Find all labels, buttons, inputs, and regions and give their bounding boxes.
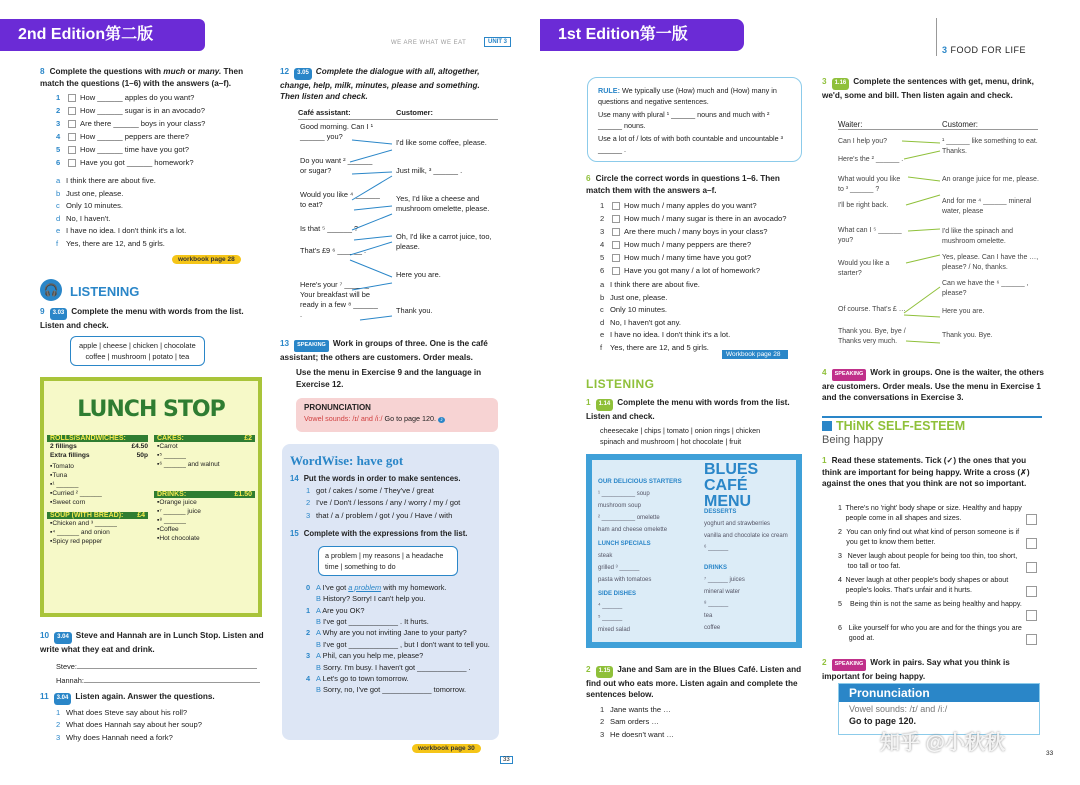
audio-icon: 1.14	[596, 399, 614, 411]
dialogue-header: Waiter: Customer:	[838, 120, 1038, 130]
audio-icon: ♪	[440, 417, 444, 423]
listening-heading: LISTENING	[70, 284, 140, 299]
audio-icon: 3.04	[54, 693, 72, 705]
blues-cafe-menu: OUR DELICIOUS STARTERS ¹ __________ soup mushroom soup ² __________ omelette ham and cheese omelette LUNCH SPECIALS steak grilled ³ ______ pasta with tomatoes SIDE DISHES ⁴ ______ ⁵ ______ mixed salad BLUES CAFÉ MENU DESSERTS yoghurt and strawberries vanilla and chocolate ice cream ⁶ ______ DRINKS ⁷ ______ juices mineral water ⁸ ______ tea coffee	[586, 454, 802, 648]
menu-section: CAKES: £2	[154, 435, 255, 442]
question-row: 1 How ______ apples do you want?	[56, 92, 195, 102]
unit-badge: UNIT 3	[484, 37, 511, 47]
tick-box[interactable]	[1026, 634, 1037, 645]
expression-list: a problem | my reasons | a headache time | something to do	[318, 546, 458, 576]
exercise-12: 12 3.05 Complete the dialogue with all, altogether, change, help, milk, minutes, please and something. Then listen and check.	[280, 67, 480, 101]
watermark: 知乎 @小秋秋	[880, 732, 1006, 754]
right-edition-banner: 1st Edition第一版	[540, 19, 744, 51]
exercise-9: 9 3.03 Complete the menu with words from the list. Listen and check.	[40, 307, 244, 330]
exercise-13: 13 SPEAKING Work in groups of three. One is the café assistant; the others are customers. Order meals. Use the menu in Exercise 9 and the language in Exercise 12.	[280, 339, 488, 389]
customer-lines: I'd like some coffee, please. Just milk, ³ ______ . Yes, I'd like a cheese and mushroom omelette, please. Oh, I'd like a carrot juice, too, please. Here you are. Thank you.	[396, 138, 492, 315]
question-row: 6 Have you got ______ homework?	[56, 157, 194, 167]
dialogue-header: Café assistant: Customer:	[298, 108, 498, 120]
audio-icon: 3.05	[294, 68, 312, 80]
exercise-4: 4 SPEAKING Work in groups. One is the waiter, the others are customers. Order meals. Use the menu in Exercise 1 and the conversations in Exercise 3.	[822, 368, 1044, 402]
exercise-2-speaking: 2 SPEAKING Work in pairs. Say what you think is important for being happy.	[822, 658, 1010, 681]
divider	[936, 18, 937, 56]
question-row: 5 How ______ time have you got?	[56, 144, 189, 154]
exercise-8: 8 Complete the questions with much or many. Then match the questions (1–6) with the answers (a–f). 1 How ______ apples do you want? 2 How ______ sugar is in an avocado? 3 Are there ______ boys in your class? 4 How ______ peppers are there? 5 How ______ time have you got? 6 Have you got ______ homework? a I think there are about five. b Just one, please. c Only 10 minutes. d No, I haven't. e I have no idea. I don't think it's a lot. f Yes, there are 12, and 5 girls.	[40, 66, 265, 251]
listening-heading: LISTENING	[586, 377, 655, 391]
speaking-badge: SPEAKING	[832, 659, 867, 671]
cafe-assistant-lines: Good morning. Can I ¹ ______ you? Do you want ² ______ or sugar? Would you like ⁴ ______ to eat? Is that ⁵ ______ ? That's £9 ⁶ ______ . Here's your ⁷ ______ . Your breakfast will be ready in a few ⁸ ______ .	[300, 122, 380, 319]
statement-list: 1 There's no 'right' body shape or size. Healthy and happy people come in all shapes and sizes. 2 You can only find out what kind of person someone is if you get to know them better. 3 Never laugh about people for being too thin, too short, too tall or too fat. 4 Never laugh at other people's body shapes or about people's looks. That's unfair and it hurts. 5 Being thin is not the same as being healthy and happy. 6 Like yourself for who you are and for the things you are good at.	[838, 504, 1022, 642]
wordwise-box: WordWise: have got 14 Put the words in order to make sentences. 1 got / cakes / some / They've / great 2 I've / Don't / lessons / any / worry / my / got 3 that / a / problem / got / you / Have / with 15 Complete with the expressions from the list. a problem | my reasons | a headache time | something to do 0 A I've got a problem with my homework. B History? Sorry! I can't help you. 1 A Are you OK? B I've got ____________ . It hurts. 2 A Why are you not inviting Jane to your party? B I've got ____________ , but I don't want to tell you. 3 A Phil, can you help me, please? B Sorry. I'm busy. I haven't got ____________ . 4 A Let's go to town tomorrow. B Sorry, no, I've got ____________ tomorrow.	[282, 444, 499, 740]
exercise-1-self-esteem: 1 Read these statements. Tick (✓) the ones that you think are important for being happy. Write a cross (✗) against the ones that you think are not so important.	[822, 456, 1030, 488]
audio-icon: 3.04	[54, 632, 72, 644]
menu-section: DRINKS: £1.50	[154, 491, 255, 498]
left-header: WE ARE WHAT WE EAT	[391, 40, 467, 46]
lunch-stop-menu: LUNCH STOP ROLLS/SANDWICHES: 2 fillings £4.50 Extra fillings 50p ▪Tomato ▪Tuna ▪¹ ______ ▪Curried ² ______ ▪Sweet corn SOUP (WITH BREAD): £4 ▪Chicken and ³ ______ ▪⁴ ______ and onion ▪Spicy red pepper CAKES: £2 ▪Carrot ▪⁵ ______ ▪⁶ ______ and walnut DRINKS: £1.50 ▪Orange juice ▪⁷ ______ juice ▪⁸ ______ ▪Coffee ▪Hot chocolate	[40, 377, 262, 617]
question-row: 2 How ______ sugar is in an avocado?	[56, 105, 205, 115]
tick-box[interactable]	[1026, 610, 1037, 621]
speaking-badge: SPEAKING	[294, 340, 329, 352]
audio-icon: 1.15	[596, 666, 614, 678]
question-row: 4 How ______ peppers are there?	[56, 131, 189, 141]
customer-lines: ¹ ______ like something to eat. Thanks. An orange juice for me, please. And for me ⁴ ______ mineral water, please I'd like the spinach and mushroom omelette. Yes, please. Can I have the …, please? / No, thanks. Can we have the ⁶ ______ , please? Here you are. Thank you. Bye.	[942, 138, 1039, 339]
tick-box[interactable]	[1026, 562, 1037, 573]
left-edition-banner: 2nd Edition第二版	[0, 19, 205, 51]
audio-icon: 1.16	[832, 78, 850, 90]
question-row: 3 Are there ______ boys in your class?	[56, 118, 206, 128]
rule-box: RULE: We typically use (How) much and (How) many in questions and negative sentences. Use many with plural ¹ ______ nouns and much with ² ______ nouns. Use a lot of / lots of with both countable and uncountable ³ ______ .	[587, 77, 802, 162]
workbook-link[interactable]: workbook page 30	[412, 744, 481, 753]
workbook-link[interactable]: Workbook page 28	[722, 350, 788, 359]
word-list: apple | cheese | chicken | chocolate coffee | mushroom | potato | tea	[70, 336, 205, 366]
menu-title: LUNCH STOP	[77, 397, 225, 422]
unit-title: 3 FOOD FOR LIFE	[942, 45, 1027, 55]
waiter-lines: Can I help you? Here's the ² ______ . What would you like to ³ ______ ? I'll be right back. What can I ⁵ ______ you? Would you like a starter? Of course. That's £ … Thank you. Bye, bye / Thanks very much.	[838, 138, 906, 345]
tick-box[interactable]	[1026, 586, 1037, 597]
dialogue-arrows	[340, 130, 400, 330]
audio-icon: 3.03	[50, 308, 68, 320]
menu-section: ROLLS/SANDWICHES:	[47, 435, 148, 442]
speaking-badge: SPEAKING	[832, 369, 867, 381]
workbook-link[interactable]: workbook page 28	[172, 255, 241, 264]
tick-box[interactable]	[1026, 538, 1037, 549]
think-header: THiNK SELF-ESTEEM	[822, 416, 1042, 433]
page-number: 33	[1046, 750, 1054, 757]
exercise-1: 1 1.14 Complete the menu with words from the list. Listen and check. cheesecake | chips | tomato | onion rings | chicken spinach and mushroom | hot chocolate | fruit	[586, 397, 806, 447]
exercise-11: 11 3.04 Listen again. Answer the questions. 1 What does Steve say about his roll? 2 What does Hannah say about her soup? 3 Why does Hannah need a fork?	[40, 692, 215, 742]
exercise-10: 10 3.04 Steve and Hannah are in Lunch Stop. Listen and write what they eat and drink. Steve: Hannah:	[40, 631, 264, 685]
exercise-2: 2 1.15 Jane and Sam are in the Blues Café. Listen and find out who eats more. Listen again and complete the sentences below. 1 Jane wants the … 2 Sam orders … 3 He doesn't want …	[586, 665, 802, 739]
pronunciation-box: Pronunciation Vowel sounds: /ɪ/ and /iː/ Go to page 120.	[838, 683, 1040, 735]
tick-box[interactable]	[1026, 514, 1037, 525]
menu-section: SOUP (WITH BREAD): £4	[47, 512, 148, 519]
exercise-3: 3 1.16 Complete the sentences with get, menu, drink, we'd, some and bill. Then listen again and check.	[822, 77, 1034, 100]
headphones-icon: 🎧	[40, 279, 62, 301]
page-number: 33	[500, 756, 513, 764]
being-happy-title: Being happy	[822, 434, 884, 446]
word-list: cheesecake | chips | tomato | onion rings | chicken spinach and mushroom | hot chocolate | fruit	[600, 426, 761, 446]
pronunciation-box: PRONUNCIATION Vowel sounds: /ɪ/ and /iː/ Go to page 120. ♪	[296, 398, 498, 432]
exercise-6: 6 Circle the correct words in questions 1–6. Then match them with the answers a–f. 1 How much / many apples do you want? 2 How much / many sugar is there in an avocado? 3 Are there much / many boys in your class? 4 How much / many peppers are there? 5 How much / many time have you got? 6 Have you got many / a lot of homework? a I think there are about five. b Just one, please. c Only 10 minutes. d No, I haven't got any. e I have no idea. I don't think it's a lot. f Yes, there are 12, and 5 girls.	[586, 174, 787, 352]
dialogue-arrows	[898, 137, 944, 357]
